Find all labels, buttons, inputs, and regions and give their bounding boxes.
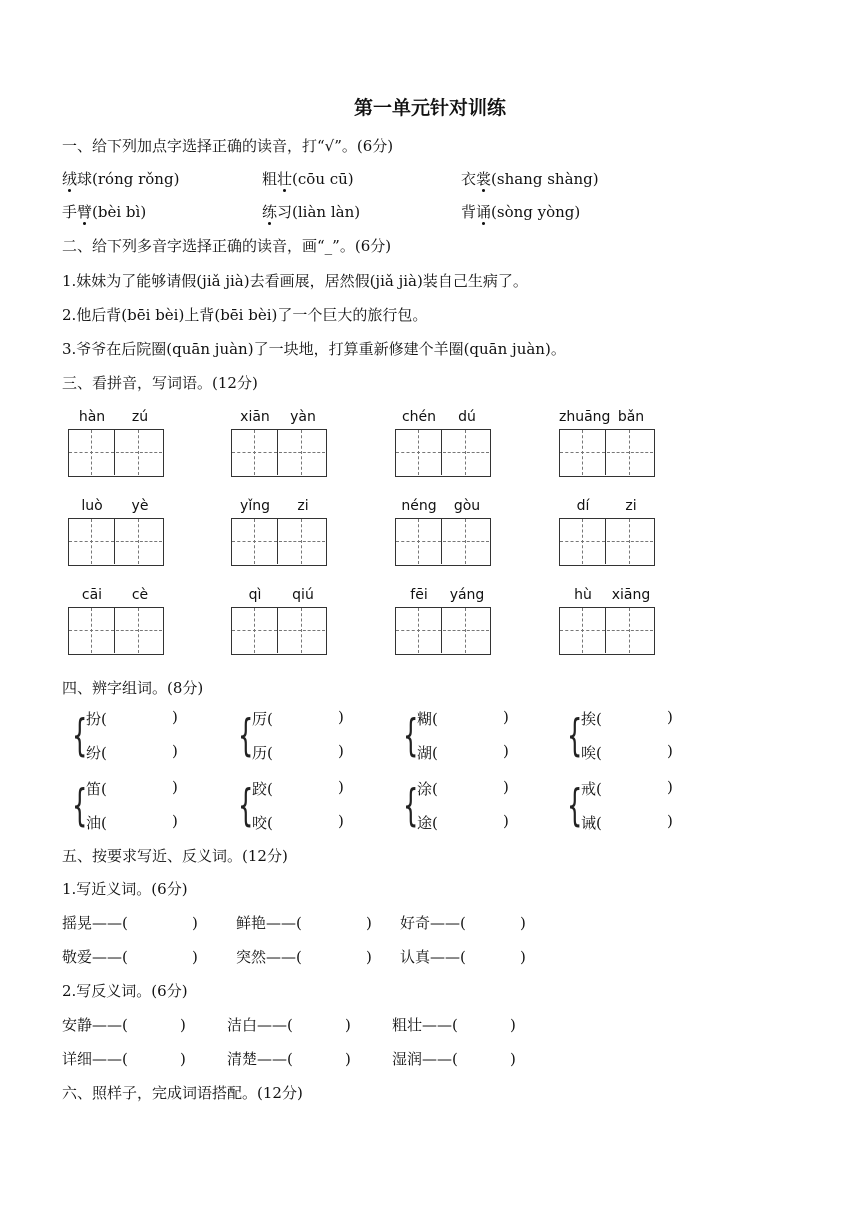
pinyin-label: qì (248, 587, 262, 603)
pinyin-label: dú (458, 409, 476, 425)
pinyin-word-box[interactable] (231, 587, 331, 657)
pinyin-label: zi (625, 498, 637, 514)
brace-icon: { (238, 780, 254, 831)
section-2-heading: 二、给下列多音字选择正确的读音，画“_”。(6分) (62, 237, 392, 255)
word-answer-slot[interactable]: 摇晃——( ) (62, 914, 198, 932)
pinyin-label: gòu (453, 498, 481, 514)
word-answer-slot[interactable]: 认真——( ) (400, 948, 526, 966)
section-1-heading: 一、给下列加点字选择正确的读音，打“√”。(6分) (62, 137, 394, 155)
char-pair-group (403, 708, 513, 778)
dotted-char: 壮 (277, 170, 293, 188)
char-answer-slot[interactable]: 戒( ) (581, 778, 673, 798)
pinyin-label: luò (81, 498, 103, 514)
s1-item: 手臂(bèi bì) (62, 203, 147, 221)
s2-line: 1.妹妹为了能够请假(jiǎ jià)去看画展，居然假(jiǎ jià)装自己生病了。 (62, 272, 528, 290)
page-title: 第一单元针对训练 (353, 97, 506, 119)
char-answer-slot[interactable]: 糊( ) (417, 708, 509, 728)
writing-grid[interactable] (559, 429, 655, 477)
char-answer-slot[interactable]: 跤( ) (252, 778, 344, 798)
s1-item: 绒球(róng rǒng) (62, 170, 180, 188)
pinyin-word-box[interactable] (68, 587, 168, 657)
writing-grid[interactable] (231, 607, 327, 655)
pinyin-word-box[interactable] (68, 498, 168, 568)
brace-icon: { (403, 780, 419, 831)
section-4-heading: 四、辨字组词。(8分) (62, 679, 204, 697)
char-pair-group (238, 778, 348, 848)
word-answer-slot[interactable]: 敬爱——( ) (62, 948, 198, 966)
char-pair-group (567, 778, 677, 848)
dotted-char: 臂 (77, 203, 93, 221)
brace-icon: { (72, 780, 88, 831)
pinyin-label: bǎn (617, 409, 645, 425)
dotted-char: 诵 (476, 203, 492, 221)
pinyin-label: fēi (410, 587, 428, 603)
section-5-heading: 五、按要求写近、反义词。(12分) (62, 847, 288, 865)
pinyin-label: yáng (449, 587, 485, 603)
antonym-subheading: 2.写反义词。(6分) (62, 982, 188, 1000)
s2-line: 3.爷爷在后院圈(quān juàn)了一块地，打算重新修建个羊圈(quān juàn)。 (62, 340, 566, 358)
char-pair-group (403, 778, 513, 848)
writing-grid[interactable] (231, 429, 327, 477)
char-answer-slot[interactable]: 挨( ) (581, 708, 673, 728)
pinyin-label: yàn (290, 409, 316, 425)
brace-icon: { (567, 710, 583, 761)
char-pair-group (567, 708, 677, 778)
word-answer-slot[interactable]: 突然——( ) (236, 948, 372, 966)
char-answer-slot[interactable]: 途( ) (417, 812, 509, 832)
char-answer-slot[interactable]: 湖( ) (417, 742, 509, 762)
brace-icon: { (72, 710, 88, 761)
word-answer-slot[interactable]: 湿润——( ) (392, 1050, 516, 1068)
dotted-char: 裳 (476, 170, 492, 188)
synonym-subheading: 1.写近义词。(6分) (62, 880, 188, 898)
pinyin-word-box[interactable] (395, 587, 495, 657)
char-answer-slot[interactable]: 厉( ) (252, 708, 344, 728)
writing-grid[interactable] (559, 607, 655, 655)
writing-grid[interactable] (395, 429, 491, 477)
pinyin-label: chén (401, 409, 437, 425)
dotted-char: 练 (262, 203, 278, 221)
char-answer-slot[interactable]: 纷( ) (86, 742, 178, 762)
char-answer-slot[interactable]: 历( ) (252, 742, 344, 762)
writing-grid[interactable] (68, 607, 164, 655)
pinyin-label: yǐng (240, 498, 270, 514)
brace-icon: { (238, 710, 254, 761)
pinyin-label: hù (574, 587, 592, 603)
pinyin-label: hàn (78, 409, 106, 425)
pinyin-word-box[interactable] (231, 498, 331, 568)
writing-grid[interactable] (68, 429, 164, 477)
char-answer-slot[interactable]: 扮( ) (86, 708, 178, 728)
char-pair-group (72, 708, 182, 778)
word-answer-slot[interactable]: 好奇——( ) (400, 914, 526, 932)
s1-item: 衣裳(shang shàng) (461, 170, 599, 188)
pinyin-word-box[interactable] (559, 498, 659, 568)
pinyin-label: zi (297, 498, 309, 514)
section-3-heading: 三、看拼音，写词语。(12分) (62, 374, 258, 392)
s2-line: 2.他后背(bēi bèi)上背(bēi bèi)了一个巨大的旅行包。 (62, 306, 428, 324)
brace-icon: { (403, 710, 419, 761)
pinyin-label: cè (131, 587, 149, 603)
pinyin-label: néng (401, 498, 437, 514)
pinyin-label: xiān (240, 409, 270, 425)
char-answer-slot[interactable]: 唉( ) (581, 742, 673, 762)
pinyin-label: zú (131, 409, 149, 425)
s1-item: 背诵(sòng yòng) (461, 203, 581, 221)
writing-grid[interactable] (231, 518, 327, 566)
pinyin-label: cāi (81, 587, 103, 603)
writing-grid[interactable] (395, 607, 491, 655)
char-pair-group (238, 708, 348, 778)
pinyin-label: dí (576, 498, 590, 514)
writing-grid[interactable] (559, 518, 655, 566)
dotted-char: 绒 (62, 170, 78, 188)
s1-item: 练习(liàn làn) (262, 203, 361, 221)
char-answer-slot[interactable]: 咬( ) (252, 812, 344, 832)
word-answer-slot[interactable]: 鲜艳——( ) (236, 914, 372, 932)
brace-icon: { (567, 780, 583, 831)
pinyin-word-box[interactable] (559, 409, 659, 479)
word-answer-slot[interactable]: 安静——( ) (62, 1016, 186, 1034)
char-answer-slot[interactable]: 诫( ) (581, 812, 673, 832)
pinyin-word-box[interactable] (68, 409, 168, 479)
word-answer-slot[interactable]: 详细——( ) (62, 1050, 186, 1068)
word-answer-slot[interactable]: 粗壮——( ) (392, 1016, 516, 1034)
char-pair-group (72, 778, 182, 848)
pinyin-word-box[interactable] (395, 498, 495, 568)
pinyin-word-box[interactable] (231, 409, 331, 479)
word-answer-slot[interactable]: 洁白——( ) (227, 1016, 351, 1034)
writing-grid[interactable] (395, 518, 491, 566)
pinyin-label: xiāng (611, 587, 651, 603)
writing-grid[interactable] (68, 518, 164, 566)
char-answer-slot[interactable]: 笛( ) (86, 778, 178, 798)
pinyin-label: yè (131, 498, 149, 514)
char-answer-slot[interactable]: 油( ) (86, 812, 178, 832)
pinyin-label: zhuāng (559, 409, 611, 425)
section-6-heading: 六、照样子，完成词语搭配。(12分) (62, 1084, 303, 1102)
pinyin-label: qiú (292, 587, 314, 603)
pinyin-word-box[interactable] (559, 587, 659, 657)
word-answer-slot[interactable]: 清楚——( ) (227, 1050, 351, 1068)
char-answer-slot[interactable]: 涂( ) (417, 778, 509, 798)
s1-item: 粗壮(cōu cū) (262, 170, 354, 188)
pinyin-word-box[interactable] (395, 409, 495, 479)
